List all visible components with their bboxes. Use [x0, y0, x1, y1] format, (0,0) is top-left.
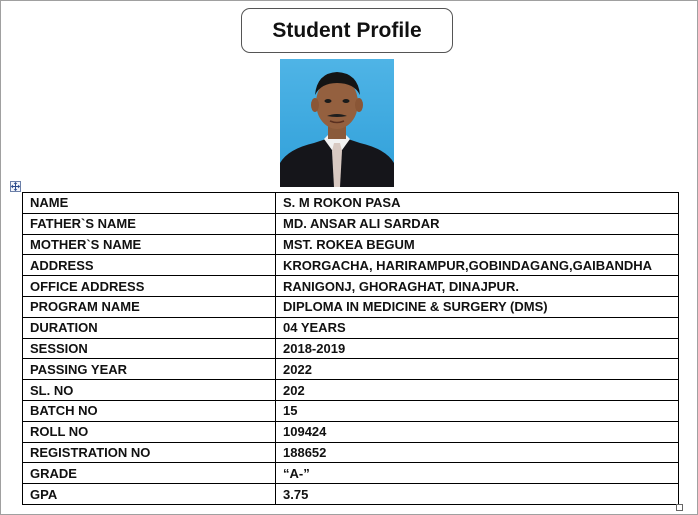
table-row: [23, 400, 679, 421]
row-label: NAME: [23, 193, 276, 214]
row-label: ROLL NO: [23, 421, 276, 442]
row-value: 202: [276, 380, 679, 401]
table-row: [23, 317, 679, 338]
row-value: 04 YEARS: [276, 317, 679, 338]
row-value: 2018-2019: [276, 338, 679, 359]
row-label: SESSION: [23, 338, 276, 359]
student-photo[interactable]: [280, 59, 394, 187]
table-row: [23, 421, 679, 442]
row-label: DURATION: [23, 317, 276, 338]
row-label: BATCH NO: [23, 400, 276, 421]
row-label: PROGRAM NAME: [23, 296, 276, 317]
row-label: SL. NO: [23, 380, 276, 401]
table-row: [23, 442, 679, 463]
row-label: REGISTRATION NO: [23, 442, 276, 463]
row-value: KRORGACHA, HARIRAMPUR,GOBINDAGANG,GAIBANDHA: [276, 255, 679, 276]
row-value: 2022: [276, 359, 679, 380]
table-row: [23, 338, 679, 359]
row-label: OFFICE ADDRESS: [23, 276, 276, 297]
row-label: GPA: [23, 484, 276, 505]
row-label: GRADE: [23, 463, 276, 484]
move-arrows-icon[interactable]: [10, 181, 21, 192]
table-row: [23, 380, 679, 401]
table-row: [23, 255, 679, 276]
table-row: [23, 213, 679, 234]
table-row: [23, 234, 679, 255]
table-row: [23, 484, 679, 505]
row-label: MOTHER`S NAME: [23, 234, 276, 255]
row-value: MST. ROKEA BEGUM: [276, 234, 679, 255]
row-value: S. M ROKON PASA: [276, 193, 679, 214]
row-value: RANIGONJ, GHORAGHAT, DINAJPUR.: [276, 276, 679, 297]
row-label: ADDRESS: [23, 255, 276, 276]
row-value: 109424: [276, 421, 679, 442]
table-row: [23, 296, 679, 317]
page-title: Student Profile: [241, 8, 453, 53]
row-value: 188652: [276, 442, 679, 463]
table-row: [23, 193, 679, 214]
row-value: 3.75: [276, 484, 679, 505]
row-label: FATHER`S NAME: [23, 213, 276, 234]
row-value: DIPLOMA IN MEDICINE & SURGERY (DMS): [276, 296, 679, 317]
row-label: PASSING YEAR: [23, 359, 276, 380]
profile-table: [22, 192, 679, 505]
table-row: [23, 359, 679, 380]
table-resize-handle[interactable]: [676, 504, 683, 511]
row-value: MD. ANSAR ALI SARDAR: [276, 213, 679, 234]
table-row: [23, 276, 679, 297]
row-value: “A-”: [276, 463, 679, 484]
table-row: [23, 463, 679, 484]
row-value: 15: [276, 400, 679, 421]
